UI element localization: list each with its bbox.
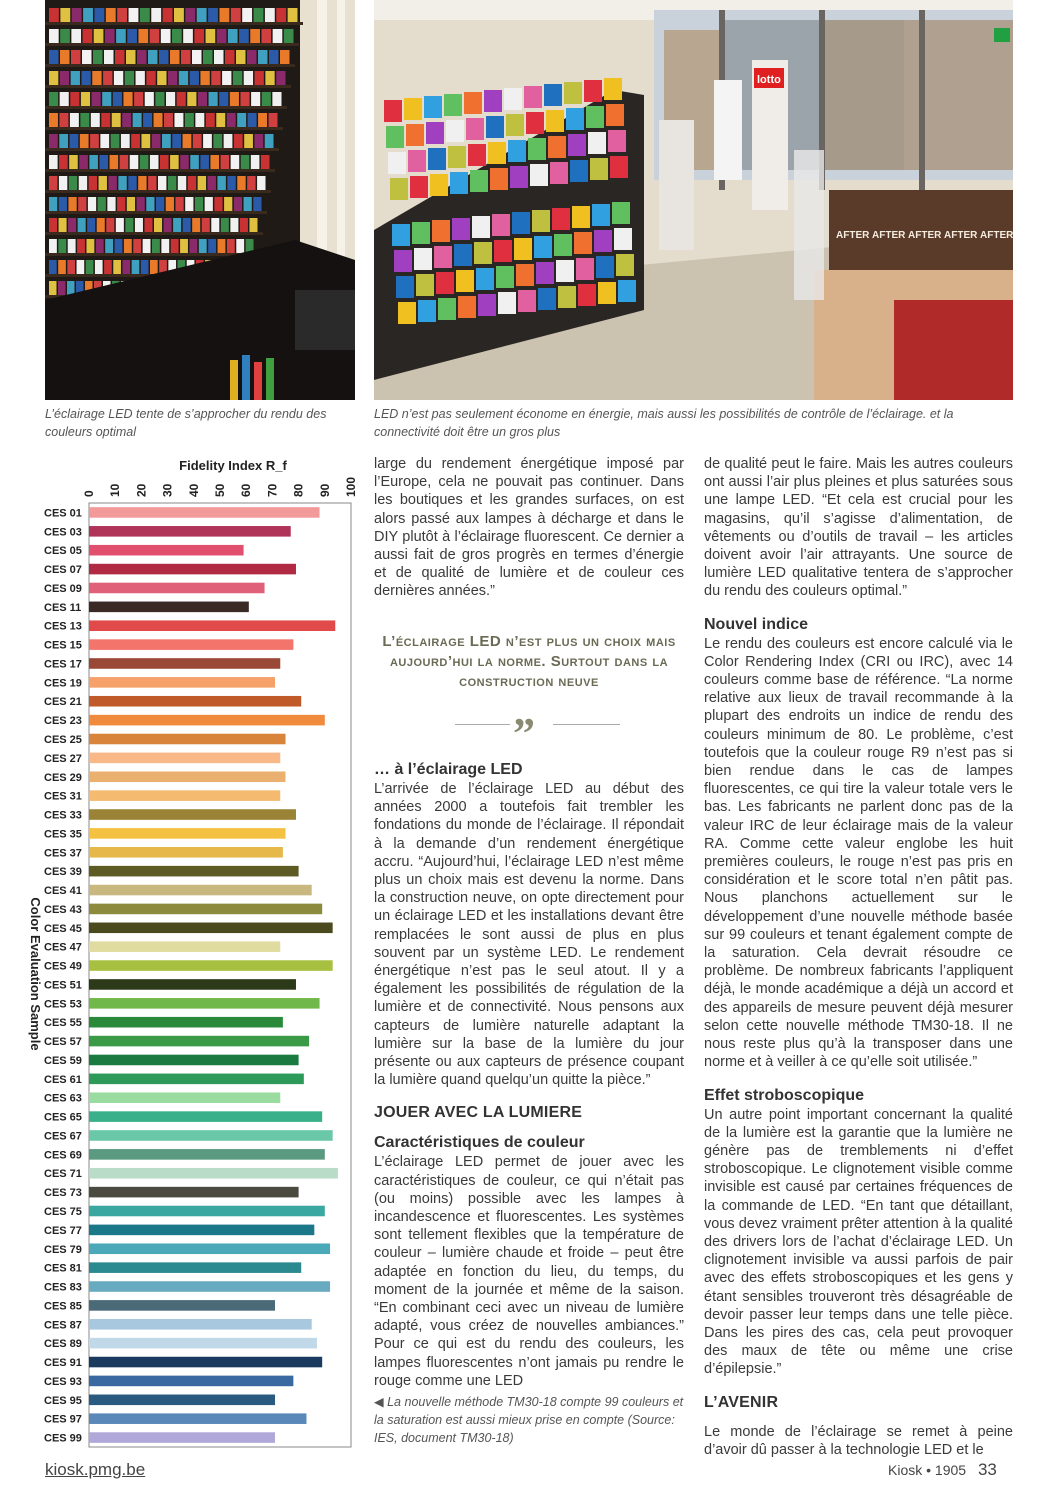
chart-category-label: CES 07 — [44, 564, 82, 577]
quote-divider — [455, 709, 620, 758]
chart-bar — [89, 1262, 301, 1273]
col2-paragraph-3: L’éclairage LED permet de jouer avec les caractéristiques de couleur, ce qui n’était pas (ou moins) possible avec les lampes à incandescence et fluorescentes. Les systèmes sont tellement flexibles que la température de couleur – lumière chaude et froide – peut être adaptée en fonction du lieu, du temps, du moment de la journée et même de la saison. “En combinant ceci avec un niveau de lumière adapté, vous créez de nouvelles ambiances.” Pour ce qui est du rendu des couleurs, les lampes fluorescentes n’ont jamais pu rendre le rouge comme une LED — [374, 1154, 684, 1389]
col3-paragraph-2: Le rendu des couleurs est encore calculé via le Color Rendering Index (CRI ou IRC), avec 14 couleurs comme base de référence. “La norme relative aux lieux de travail recommande à la plupart des endroits un indice de rendu des couleurs minimum de 80. Le problème, c’est toutefois que la couleur rouge R9 n’est pas si bien rendue dans le cas de lampes fluorescentes, ce qui tire la valeur totale vers le bas. Les fabricants ne parlent donc pas de la valeur IRC de leur éclairage mais de la valeur RA. Comme cette valeur englobe les huit premières couleurs, le rouge n’est pas pris en considération et le score total n’en pâtit pas. Nous planchons actuellement sur le développement d’une nouvelle méthode basée sur 99 couleurs et tenant également compte de la saturation. Cela devrait résoudre ce problème. De nombreux fabricants l’appliquent déjà, le monde académique a déjà un accord et des appareils de mesure peuvent déjà mesurer selon cette nouvelle méthode TM30-18. Il ne nous reste plus qu’à la transposer dans une norme et à veiller à ce qu’elle soit utilisée.” — [704, 635, 1013, 1071]
chart-bar — [89, 1206, 325, 1217]
chart-bar — [89, 904, 322, 915]
chart-category-label: CES 75 — [44, 1206, 82, 1218]
chart-bar — [89, 507, 320, 518]
column-middle-lower — [374, 760, 684, 1390]
chart-category-label: CES 25 — [44, 734, 82, 746]
column-right — [704, 455, 1013, 1459]
caption-arrow-icon: ◀ — [374, 1395, 384, 1409]
chart-bar — [89, 809, 296, 820]
chart-category-label: CES 55 — [44, 1017, 82, 1030]
chart-category-label: CES 09 — [44, 582, 82, 595]
chart-bar — [89, 885, 312, 896]
chart-category-label: CES 93 — [44, 1375, 82, 1388]
chart-bar — [89, 960, 333, 971]
chart-bar — [89, 526, 291, 537]
chart-category-label: CES 81 — [44, 1262, 82, 1275]
chart-bar — [89, 1319, 312, 1330]
chart-category-label: CES 61 — [44, 1073, 82, 1086]
chart-category-label: CES 79 — [44, 1243, 82, 1256]
chart-category-label: CES 23 — [44, 715, 82, 728]
chart-category-label: CES 89 — [44, 1338, 82, 1351]
chart-tick-label: 90 — [317, 483, 332, 497]
left-photo-caption: L’éclairage LED tente de s’approcher du rendu des couleurs optimal — [45, 407, 327, 439]
chart-category-label: CES 83 — [44, 1281, 82, 1294]
chart-tick-label: 70 — [265, 483, 280, 497]
after-book-sign: AFTER — [872, 230, 906, 241]
chart-bar — [89, 734, 286, 745]
chart-category-label: CES 33 — [44, 809, 82, 822]
after-book-sign: AFTER — [908, 230, 942, 241]
chart-bar — [89, 1338, 317, 1349]
chart-bar — [89, 1225, 314, 1236]
chart-category-label: CES 97 — [44, 1413, 82, 1426]
chart-category-label: CES 51 — [44, 979, 82, 992]
chart-tick-label: 60 — [239, 483, 254, 497]
chart-category-label: CES 71 — [44, 1168, 82, 1181]
footer-issue-number: 1905 — [934, 1462, 967, 1478]
chart-bar — [89, 753, 280, 764]
chart-bar — [89, 790, 280, 801]
chart-category-label: CES 21 — [44, 696, 82, 709]
chart-bar — [89, 545, 244, 556]
chart-bar — [89, 1017, 283, 1028]
chart-tick-label: 40 — [186, 483, 201, 497]
column-middle — [374, 455, 684, 601]
chart-bar — [89, 677, 275, 688]
page-number: 33 — [977, 1460, 997, 1479]
chart-bar — [89, 979, 296, 990]
chart-bar — [89, 1074, 304, 1085]
chart-bar — [89, 715, 325, 726]
chart-tick-label: 20 — [134, 483, 149, 497]
chart-tick-label: 0 — [82, 490, 96, 497]
chart-tick-label: 80 — [291, 483, 306, 497]
chart-category-label: CES 27 — [44, 752, 82, 765]
chart-bar — [89, 1300, 275, 1311]
chart-category-label: CES 57 — [44, 1036, 82, 1049]
chart-ylabel: Color Evaluation Sample — [28, 897, 43, 1051]
col2-paragraph-1: large du rendement énergétique imposé par l’Europe, cela ne pouvait pas continuer. Dans les boutiques et les grandes surfaces, on est alors passé aux lampes à décharge et dans le DIY plutôt à l’éclairage fluorescent. Ce dernier a aussi fait de gros progrès en termes d’énergie et de qualité de lumière et de couleur ces dernières années.” — [374, 456, 684, 600]
chart-bar — [89, 1187, 299, 1198]
chart-category-label: CES 41 — [44, 885, 82, 898]
chart-bar — [89, 583, 265, 594]
chart-category-label: CES 65 — [44, 1111, 82, 1124]
subheading-couleur: Caractéristiques de couleur — [374, 1134, 585, 1152]
photo-kiosk-interior — [374, 0, 1013, 400]
lotto-sign: lotto — [757, 74, 781, 86]
chart-caption — [374, 1393, 684, 1447]
chart-bar — [89, 1111, 322, 1122]
col3-paragraph-3: Un autre point important concernant la qualité de la lumière est la garantie que la lumière ne génère pas de tremblements ni d’effet stroboscopique. Le clignotement visible comme invisible est causé par certaines fréquences de la commande de LED. “En tant que détaillant, vous devez vraiment prêter attention à la qualité des drivers lors de l’achat d’éclairage LED. Un clignotement invisible va aussi parfois de pair avec des effets stroboscopiques et les gens y étant sensibles trouveront très désagréable de devoir passer leur temps dans une telle pièce. Dans les pires des cas, cela peut provoquer des maux de tête ou même une crise d’épilepsie.” — [704, 1106, 1013, 1378]
chart-tick-label: 50 — [213, 483, 227, 497]
chart-title: Fidelity Index R_f — [179, 458, 287, 473]
footer-issue — [888, 1460, 997, 1480]
chart-category-label: CES 17 — [44, 658, 82, 671]
chart-bar — [89, 998, 320, 1009]
chart-category-label: CES 77 — [44, 1224, 82, 1237]
subheading-stroboscopique: Effet stroboscopique — [704, 1086, 865, 1104]
chart-bar — [89, 941, 280, 952]
fidelity-index-chart — [18, 452, 358, 1452]
chart-bar — [89, 1168, 338, 1179]
footer-bullet: • — [926, 1462, 932, 1478]
chart-category-label: CES 19 — [44, 677, 82, 690]
chart-category-label: CES 53 — [44, 998, 82, 1011]
chart-bar — [89, 1395, 275, 1406]
chart-category-label: CES 69 — [44, 1149, 82, 1162]
quote-divider-line-right — [553, 724, 620, 725]
chart-category-label: CES 05 — [44, 545, 82, 558]
chart-category-label: CES 45 — [44, 922, 82, 935]
chart-bar — [89, 1357, 322, 1368]
heading-avenir: L’AVENIR — [704, 1393, 779, 1411]
chart-category-label: CES 37 — [44, 847, 82, 860]
chart-tick-label: 30 — [160, 483, 175, 497]
chart-category-label: CES 85 — [44, 1300, 82, 1313]
chart-category-label: CES 31 — [44, 790, 82, 803]
chart-category-label: CES 95 — [44, 1394, 82, 1407]
chart-category-label: CES 03 — [44, 526, 82, 539]
chart-bar — [89, 1281, 330, 1292]
after-book-sign: AFTER — [836, 230, 870, 241]
chart-bar — [89, 1092, 280, 1103]
subheading-nouvel-indice: Nouvel indice — [704, 615, 809, 633]
chart-category-label: CES 11 — [44, 601, 82, 614]
chart-caption-text: La nouvelle méthode TM30-18 compte 99 couleurs et la saturation est aussi mieux prise en compte (Source: IES, document TM30-18) — [374, 1395, 684, 1445]
photo-cigarette-shelves — [45, 0, 355, 400]
chart-bar — [89, 564, 296, 575]
chart-bar — [89, 866, 299, 877]
footer-magazine: Kiosk — [888, 1462, 923, 1478]
chart-category-label: CES 47 — [44, 941, 82, 954]
chart-category-label: CES 35 — [44, 828, 82, 841]
subheading-led: … à l’éclairage LED — [374, 761, 523, 778]
col2-paragraph-2: L’arrivée de l’éclairage LED au début des années 2000 a toutefois fait trembler les fondations du monde de l’éclairage. Il répondait à la demande d’un rendement énergétique accru. “Aujourd’hui, l’éclairage LED n’est même plus un choix mais est devenu la norme. Dans la construction neuve, on opte directement pour un éclairage LED et les installations devant être remplacées le sont aussi de plus en plus souvent par un système LED. Le rendement énergétique n’est pas le seul atout. Il y a également les possibilités de régulation de la lumière et de connectivité. Nous pensons aux capteurs de lumière naturelle adaptant la lumière sur la base de la lumière du jour présente ou aux capteurs de présence coupant la lumière quand quelqu’un quitte la pièce.” — [374, 781, 684, 1089]
chart-category-label: CES 39 — [44, 866, 82, 879]
chart-category-label: CES 43 — [44, 903, 82, 916]
chart-category-label: CES 73 — [44, 1187, 82, 1200]
chart-category-label: CES 13 — [44, 620, 82, 633]
chart-category-label: CES 87 — [44, 1319, 82, 1332]
quote-mark-icon: ” — [513, 709, 535, 758]
chart-bar — [89, 828, 286, 839]
chart-category-label: CES 91 — [44, 1357, 82, 1370]
heading-jouer: JOUER AVEC LA LUMIERE — [374, 1104, 583, 1122]
chart-category-label: CES 99 — [44, 1432, 82, 1445]
chart-bar — [89, 696, 301, 707]
chart-tick-label: 10 — [108, 483, 123, 497]
chart-category-label: CES 49 — [44, 960, 82, 973]
chart-category-label: CES 29 — [44, 771, 82, 784]
chart-tick-label: 100 — [344, 476, 358, 497]
after-book-sign: AFTER — [980, 230, 1013, 241]
chart-bar — [89, 1130, 333, 1141]
chart-category-label: CES 67 — [44, 1130, 82, 1143]
chart-bar — [89, 658, 280, 669]
chart-category-label: CES 63 — [44, 1092, 82, 1105]
after-book-sign: AFTER — [944, 230, 978, 241]
chart-bar — [89, 1432, 275, 1443]
pull-quote: L’éclairage LED n’est plus un choix mais aujourd’hui la norme. Surtout dans la construction neuve — [382, 633, 676, 690]
chart-bar — [89, 620, 335, 631]
chart-category-label: CES 59 — [44, 1054, 82, 1067]
chart-bar — [89, 1243, 330, 1254]
chart-bar — [89, 847, 283, 858]
chart-bar — [89, 1376, 293, 1387]
quote-divider-line-left — [455, 724, 510, 725]
chart-bar — [89, 923, 333, 934]
chart-bar — [89, 639, 293, 650]
chart-bar — [89, 1055, 299, 1066]
chart-bar — [89, 1036, 309, 1047]
chart-bar — [89, 1149, 325, 1160]
col3-paragraph-1: de qualité peut le faire. Mais les autres couleurs ont aussi l’air plus pleines et plus saturées sous une lampe LED. “Et cela est crucial pour les magasins, qu’il s’agisse d’alimentation, de vêtements ou d’outils de travail – les articles doivent avoir l’air attrayants. Une source de lumière LED qualitative tentera de s’approcher du rendu des couleurs optimal.” — [704, 456, 1013, 600]
chart-bar — [89, 602, 249, 613]
chart-bar — [89, 1413, 306, 1424]
chart-category-label: CES 15 — [44, 639, 82, 652]
chart-bar — [89, 771, 286, 782]
col3-paragraph-4: Le monde de l’éclairage se remet à peine d’avoir dû passer à la technologie LED et le — [704, 1423, 1013, 1458]
right-photo-caption: LED n’est pas seulement économe en énergie, mais aussi les possibilités de contrôle de l’éclairage. et la connectivité doit être un gros plus — [374, 407, 954, 439]
footer-site-link[interactable]: kiosk.pmg.be — [45, 1460, 146, 1479]
chart-category-label: CES 01 — [44, 507, 82, 520]
